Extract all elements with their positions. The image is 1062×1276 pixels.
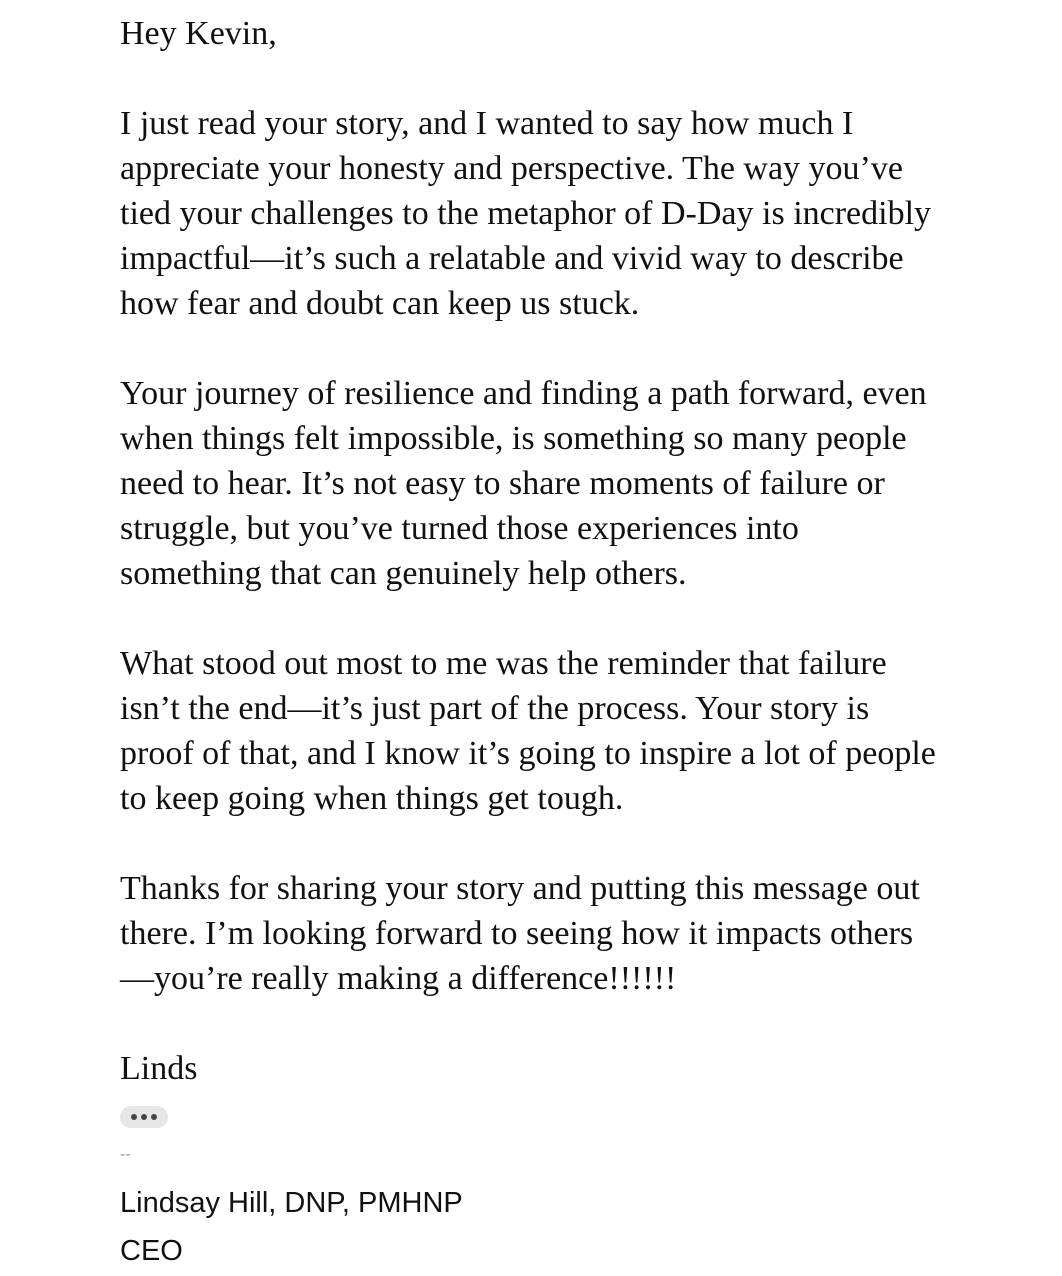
signature-title: CEO (120, 1235, 183, 1267)
email-paragraph-2: Your journey of resilience and finding a path forward, even when things felt impossible, is something so many people need to hear. It’s not easy to share moments of failure or struggle, but you’ve turned those experiences into something that can genuinely help others. (120, 375, 927, 592)
email-paragraph-4: Thanks for sharing your story and putting this message out there. I’m looking forward to seeing how it impacts others —you’re really making a difference!!!!!! (120, 870, 920, 997)
email-body (120, 11, 1050, 1091)
email-paragraph-1: I just read your story, and I wanted to say how much I appreciate your honesty and perspective. The way you’ve tied your challenges to the metaphor of D-Day is incredibly impactful—it’s such a relatable and vivid way to describe how fear and doubt can keep us stuck. (120, 105, 932, 322)
signature-separator: -- (120, 1146, 131, 1163)
signature (120, 1179, 463, 1275)
email-greeting: Hey Kevin, (120, 15, 277, 52)
ellipsis-icon (131, 1114, 137, 1120)
show-trimmed-content-button[interactable] (120, 1106, 168, 1128)
signature-name: Lindsay Hill, DNP, PMHNP (120, 1187, 463, 1219)
ellipsis-icon (141, 1114, 147, 1120)
ellipsis-icon (151, 1114, 157, 1120)
email-paragraph-3: What stood out most to me was the reminder that failure isn’t the end—it’s just part of the process. Your story is proof of that, and I know it’s going to inspire a lot of people to keep going when things get tough. (120, 645, 936, 817)
email-closing: Linds (120, 1050, 198, 1087)
